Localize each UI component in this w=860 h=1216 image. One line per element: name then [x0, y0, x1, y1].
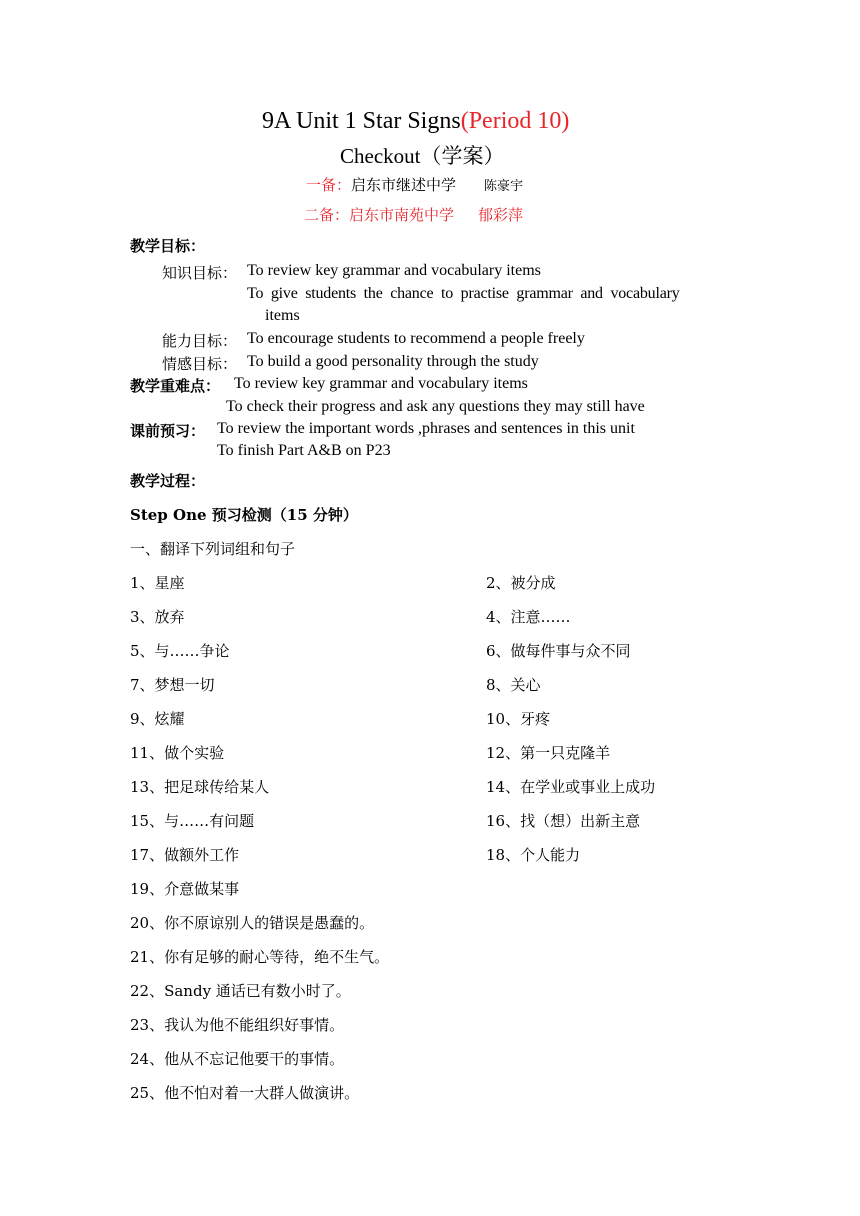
translation-item: 24、他从不忘记他要干的事情。: [130, 1050, 345, 1068]
objectives-heading: 教学目标：: [130, 237, 206, 255]
ability-line: To encourage students to recommend a people freely: [247, 330, 585, 347]
translation-item: 8、关心: [486, 676, 541, 694]
ability-label: 能力目标：: [162, 332, 238, 350]
translation-item: 18、个人能力: [486, 846, 581, 864]
translation-item: 3、放弃: [130, 608, 185, 626]
translation-item: 9、炫耀: [130, 710, 185, 728]
translation-item: 16、找（想）出新主意: [486, 812, 641, 830]
translation-item: 22、Sandy 通话已有数小时了。: [130, 982, 351, 1000]
prep1-school: 启东市继述中学: [351, 176, 457, 194]
title-period: (Period 10): [460, 108, 570, 134]
translation-item: 25、他不怕对着一大群人做演讲。: [130, 1084, 360, 1102]
translation-item: 19、介意做某事: [130, 880, 240, 898]
process-heading: 教学过程：: [130, 472, 206, 490]
knowledge-label: 知识目标：: [162, 264, 238, 282]
key-points-line-2: To check their progress and ask any questions they may still have: [226, 398, 645, 415]
translation-item: 14、在学业或事业上成功: [486, 778, 656, 796]
translation-item: 21、你有足够的耐心等待，绝不生气。: [130, 948, 390, 966]
section-1-heading: 一、翻译下列词组和句子: [130, 540, 296, 558]
translation-item: 12、第一只克隆羊: [486, 744, 611, 762]
translation-item: 10、牙疼: [486, 710, 551, 728]
translation-item: 2、被分成: [486, 574, 556, 592]
translation-item: 15、与……有问题: [130, 812, 255, 830]
translation-item: 20、你不原谅别人的错误是愚蠢的。: [130, 914, 375, 932]
translation-item: 11、做个实验: [130, 744, 225, 762]
prep2-teacher: 郁彩萍: [478, 206, 524, 224]
knowledge-line-1: To review key grammar and vocabulary items: [247, 262, 541, 279]
page-title: [262, 108, 569, 135]
prep1-label: 一备：: [306, 176, 352, 194]
step-one-heading: Step One 预习检测（15 分钟）: [130, 506, 358, 524]
prep2-label: 二备：: [304, 206, 350, 224]
translation-item: 17、做额外工作: [130, 846, 240, 864]
translation-item: 23、我认为他不能组织好事情。: [130, 1016, 345, 1034]
prep-line-1: [306, 174, 523, 195]
prep1-teacher: 陈豪宇: [484, 179, 524, 194]
translation-item: 13、把足球传给某人: [130, 778, 270, 796]
translation-item: 4、注意……: [486, 608, 571, 626]
translation-item: 5、与……争论: [130, 642, 230, 660]
key-points-line-1: To review key grammar and vocabulary items: [234, 375, 528, 392]
prep2-school: 启东市南苑中学: [349, 206, 455, 224]
preview-heading: 课前预习：: [130, 422, 206, 440]
translation-item: 1、星座: [130, 574, 185, 592]
preview-line-2: To finish Part A&B on P23: [217, 442, 391, 459]
preview-line-1: To review the important words ,phrases and sentences in this unit: [217, 420, 635, 437]
key-points-heading: 教学重难点：: [130, 377, 221, 395]
knowledge-line-2-cont: items: [265, 307, 300, 324]
prep-line-2: [304, 204, 523, 225]
translation-item: 6、做每件事与众不同: [486, 642, 631, 660]
title-main: 9A Unit 1 Star Signs: [262, 108, 461, 134]
translation-item: 7、梦想一切: [130, 676, 215, 694]
emotion-line: To build a good personality through the study: [247, 353, 539, 370]
knowledge-line-2: To give students the chance to practise grammar and vocabulary: [247, 285, 680, 302]
emotion-label: 情感目标：: [162, 355, 238, 373]
page-subtitle: Checkout（学案）: [340, 144, 505, 168]
